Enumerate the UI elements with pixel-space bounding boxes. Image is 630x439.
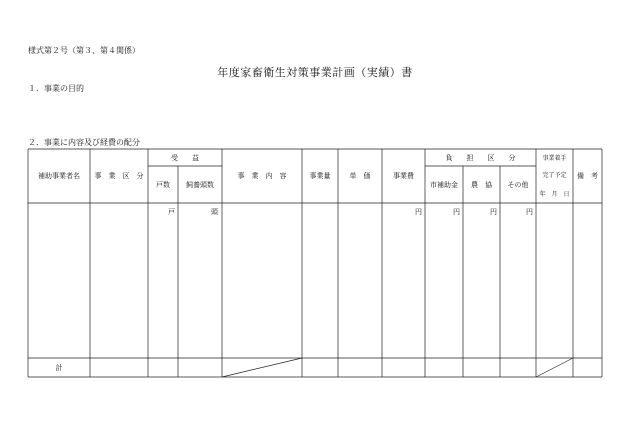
header-category: 事 業 区 分 [94,172,144,180]
document-title: 年度家畜衛生対策事業計画（実績）書 [217,66,413,79]
start-total-diagonal [536,358,573,377]
header-cost: 事業費 [393,172,414,180]
header-remarks: 備 考 [577,172,598,180]
header-heads: 飼養頭数 [186,180,214,189]
header-beneficiary: 受 益 [171,153,199,162]
header-unit-price: 単 価 [349,172,371,180]
header-households: 戸数 [156,180,170,189]
content-total-diagonal [222,358,302,377]
unit-subsidy: 円 [453,208,460,216]
total-label: 計 [55,363,63,372]
header-subsidy: 市補助金 [430,180,458,189]
unit-other: 円 [526,208,533,216]
header-start-line3: 年 月 日 [539,190,570,198]
unit-cost: 円 [415,208,422,216]
unit-heads: 頭 [211,208,218,216]
header-quantity: 事業量 [309,172,331,180]
section-content-heading: ２．事業に内容及び経費の配分 [28,138,140,147]
unit-cooperative: 円 [490,208,497,216]
header-start-line2: 完了予定 [542,172,567,179]
header-cooperative: 農 協 [471,180,492,189]
header-other: その他 [507,180,529,189]
header-start-line1: 事業着手 [542,155,567,162]
section-purpose-heading: １．事業の目的 [28,84,84,93]
header-recipient: 補助事業者名 [38,172,80,180]
header-content: 事 業 内 容 [237,172,287,180]
header-burden: 負 担 区 分 [445,153,516,162]
form-number: 様式第２号（第３、第４関係） [28,46,140,55]
unit-households: 戸 [168,208,175,216]
